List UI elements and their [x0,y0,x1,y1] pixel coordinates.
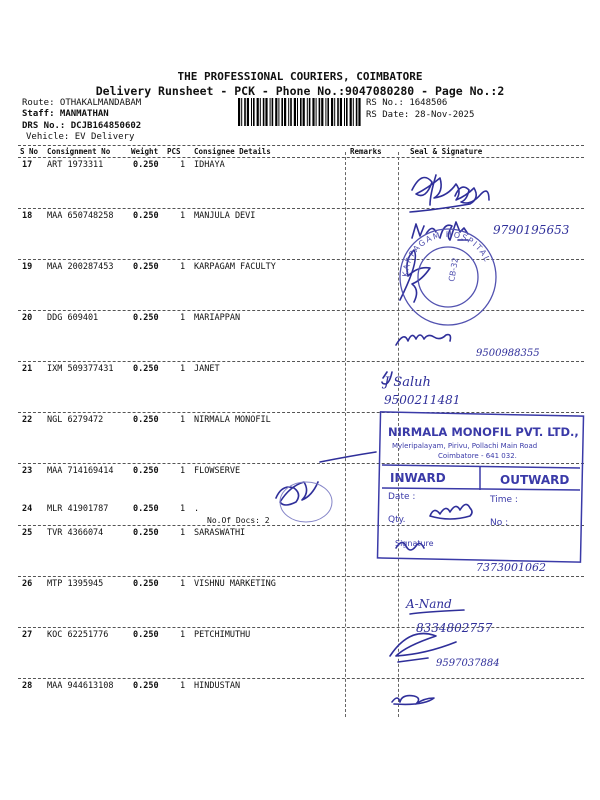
row-divider [18,576,584,577]
col-pcs: PCS [167,147,181,156]
row-consignee: PETCHIMUTHU [194,630,251,640]
header-top-rule [18,145,584,146]
svg-text:Myleripalayam, Pirivu, Pollach: Myleripalayam, Pirivu, Pollachi Main Road [392,442,538,450]
col-weight: Weight [131,147,159,156]
row-pcs: 1 [180,160,186,170]
remarks-separator [345,152,346,717]
svg-text:Qty.: Qty. [388,515,406,525]
nirmala-monofil-stamp [377,412,583,562]
row-divider [18,525,584,526]
row-consignee: NIRMALA MONOFIL [194,415,271,425]
svg-text:Signature: Signature [395,539,434,548]
signature-row-17 [410,178,476,213]
row-consignment: MTP 1395945 [47,579,104,589]
row-sno: 20 [22,313,33,323]
row-divider [18,310,584,311]
row-pcs: 1 [180,415,186,425]
row-sno: 28 [22,681,33,691]
route-text: Route: OTHAKALMANDABAM [22,98,142,108]
row-sno: 24 [22,504,33,514]
row-sno: 27 [22,630,33,640]
row-pcs: 1 [180,313,186,323]
col-consignee: Consignee Details [194,147,271,156]
flowserve-stamp [280,482,332,522]
row-divider [18,259,584,260]
row-consignment: ART 1973311 [47,160,104,170]
row-weight: 0.250 [133,579,159,589]
runsheet-subtitle: Delivery Runsheet - PCK - Phone No.:9047080280 - Page No.:2 [95,84,505,98]
svg-text:9500988355: 9500988355 [476,348,540,359]
row-weight: 0.250 [133,466,159,476]
row-consignee: IDHAYA [194,160,225,170]
row-consignment: NGL 6279472 [47,415,104,425]
signature-row-24 [276,482,318,505]
row-sno: 21 [22,364,33,374]
svg-text:8334802757: 8334802757 [416,621,493,635]
svg-text:7373001062: 7373001062 [476,561,546,574]
row-divider [18,361,584,362]
row-pcs: 1 [180,364,186,374]
svg-text:No :: No : [490,518,509,528]
svg-text:KARPAGAM HOSPITAL: KARPAGAM HOSPITAL [400,229,492,278]
signature-separator [398,152,399,717]
row-weight: 0.250 [133,681,159,691]
svg-text:J Saluh: J Saluh [384,375,431,390]
svg-text:CB-32: CB-32 [447,257,461,283]
row-divider [18,463,584,464]
vehicle-text: Vehicle: EV Delivery [26,132,135,142]
signature-row-25 [396,542,424,550]
row-sno: 17 [22,160,33,170]
row-pcs: 1 [180,211,186,221]
row-weight: 0.250 [133,313,159,323]
signature-row-20 [396,335,451,345]
svg-text:NIRMALA MONOFIL PVT. LTD.,: NIRMALA MONOFIL PVT. LTD., [388,425,579,439]
row-consignment: IXM 509377431 [47,364,114,374]
rs-date: RS Date: 28-Nov-2025 [366,110,475,120]
row-weight: 0.250 [133,262,159,272]
svg-text:9597037884: 9597037884 [436,658,500,669]
row-sno: 18 [22,211,33,221]
staff-text: Staff: MANMATHAN [22,109,109,119]
company-title: THE PROFESSIONAL COURIERS, COIMBATORE [177,70,423,83]
row-pcs: 1 [180,528,186,538]
row-consignment: MAA 200287453 [47,262,114,272]
row-sno: 25 [22,528,33,538]
col-remarks: Remarks [350,147,382,156]
row-sno: 22 [22,415,33,425]
row-divider [18,412,584,413]
row-pcs: 1 [180,579,186,589]
svg-text:9500211481: 9500211481 [384,393,461,407]
row-consignee: MARIAPPAN [194,313,241,323]
row-divider [18,627,584,628]
col-sno: S No [20,147,39,156]
row-weight: 0.250 [133,630,159,640]
row-consignment: MAA 650748258 [47,211,114,221]
row-sno: 19 [22,262,33,272]
row-weight: 0.250 [133,364,159,374]
svg-text:9790195653: 9790195653 [493,223,570,237]
row-pcs: 1 [180,681,186,691]
row-weight: 0.250 [133,211,159,221]
row-weight: 0.250 [133,504,159,514]
row-consignee: . [194,504,200,514]
no-of-docs: No.Of Docs: 2 [207,516,270,525]
rs-number: RS No.: 1648506 [366,98,448,108]
row-weight: 0.250 [133,160,159,170]
row-consignment: DDG 609401 [47,313,99,323]
row-sno: 26 [22,579,33,589]
row-sno: 23 [22,466,33,476]
row-pcs: 1 [180,504,186,514]
row-consignment: MAA 714169414 [47,466,114,476]
barcode [238,98,364,126]
header-bottom-rule [18,157,584,158]
svg-text:Date :: Date : [388,492,416,502]
row-consignee: HINDUSTAN [194,681,241,691]
row-divider [18,678,584,679]
svg-text:Time :: Time : [490,495,518,505]
signature-row-21 [382,372,392,384]
row-consignment: MAA 944613108 [47,681,114,691]
row-weight: 0.250 [133,415,159,425]
row-consignee: KARPAGAM FACULTY [194,262,276,272]
svg-text:A-Nand: A-Nand [406,597,452,611]
drs-text: DRS No.: DCJB164850602 [22,121,142,131]
signature-row-26 [410,610,464,614]
svg-text:OUTWARD: OUTWARD [500,473,570,487]
row-pcs: 1 [180,466,186,476]
col-seal-signature: Seal & Signature [410,147,483,156]
row-consignee: MANJULA DEVI [194,211,256,221]
row-consignee: SARASWATHI [194,528,246,538]
signature-row-18 [412,222,468,240]
row-consignee: JANET [194,364,220,374]
col-consignment: Consignment No [47,147,111,156]
row-consignment: MLR 41901787 [47,504,109,514]
stamp-pointer-line [320,452,376,462]
svg-text:Coimbatore - 641 032.: Coimbatore - 641 032. [438,452,517,460]
row-pcs: 1 [180,630,186,640]
row-consignee: VISHNU MARKETING [194,579,276,589]
row-consignment: TVR 4366074 [47,528,104,538]
row-pcs: 1 [180,262,186,272]
svg-text:INWARD: INWARD [390,471,446,485]
row-divider [18,208,584,209]
row-weight: 0.250 [133,528,159,538]
row-consignee: FLOWSERVE [194,466,241,476]
row-consignment: KOC 62251776 [47,630,109,640]
signature-row-19 [400,250,430,302]
signature-row-27 [390,634,456,663]
